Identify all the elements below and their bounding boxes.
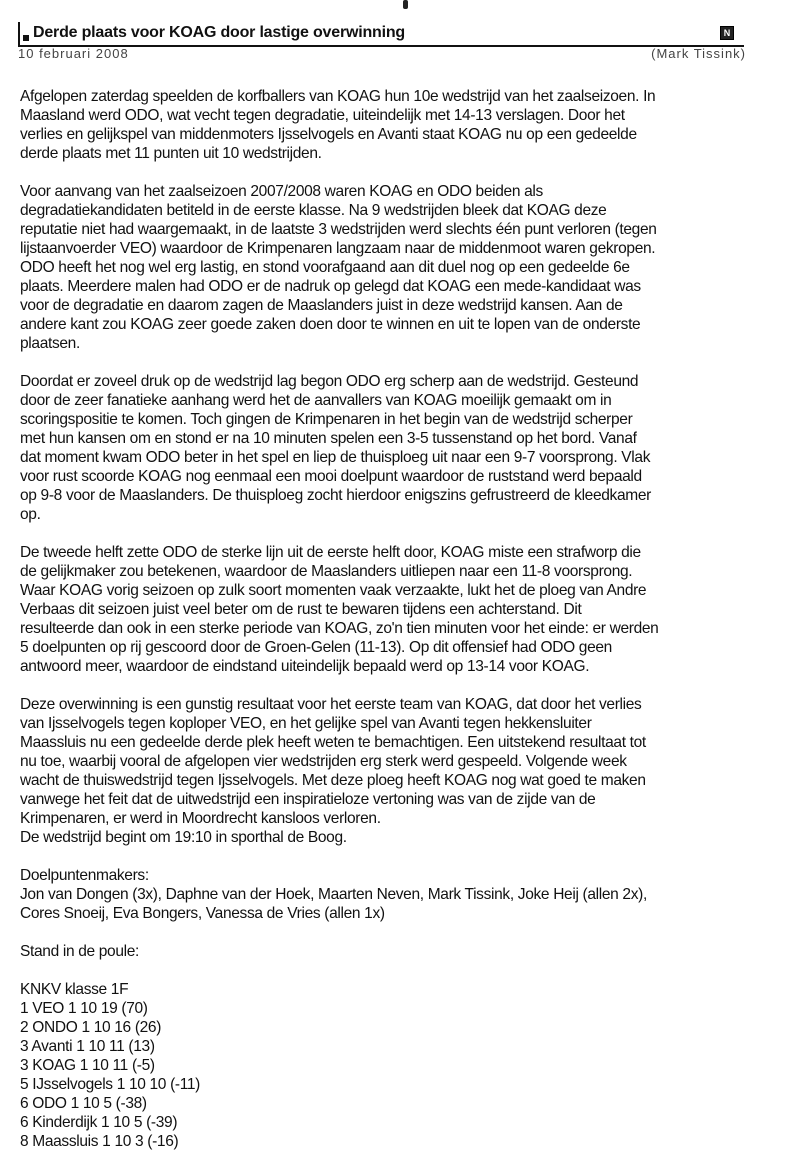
article-body — [20, 87, 757, 1151]
scan-artifact-mark — [403, 0, 408, 9]
article-author: (Mark Tissink) — [651, 46, 746, 61]
paragraph-second-half: De tweede helft zette ODO de sterke lijn uit de eerste helft door, KOAG miste een strafworp die de gelijkmaker zou betekenen, waardoor de Maaslanders uitliepen naar een 11-8 voorsprong. Waar KOAG vorig seizoen op zulk soort momenten vaak verzaakte, lukt het de ploeg van Andre Verbaas dit seizoen juist veel beter om de rust te bewaren tijdens een achterstand. Dit resulteerde dan ook in een sterke periode van KOAG, zo'n tien minuten voor het einde: er werden 5 doelpunten op rij gescoord door de Groen-Gelen (11-13). Op dit offensief had ODO geen antwoord meer, waardoor de eindstand uiteindelijk bepaald werd op 13-14 voor KOAG. — [20, 544, 659, 675]
paragraph-outlook: Deze overwinning is een gunstig resultaat voor het eerste team van KOAG, dat door het verlies van Ijsselvogels tegen koploper VEO, en het gelijke spel van Avanti tegen hekkensluiter Maassluis nu een gedeelde derde plek heeft weten te bemachtigen. Een uitstekend resultaat tot nu toe, waarbij vooral de afgelopen vier wedstrijden erg sterk werd gespeeld. Volgende week wacht de thuiswedstrijd tegen Ijsselvogels. Met deze ploeg heeft KOAG nog wat goed te maken vanwege het feit dat de uitwedstrijd een inspiratieloze vertoning was van de zijde van de Krimpenaren, er werd in Moordrecht kansloos verloren. De wedstrijd begint om 19:10 in sporthal de Boog. — [20, 696, 646, 846]
standings-row: 3 Avanti 1 10 11 (13) — [20, 1038, 155, 1055]
standings-row: 3 KOAG 1 10 11 (-5) — [20, 1057, 155, 1074]
standings-row: 2 ONDO 1 10 16 (26) — [20, 1019, 162, 1036]
standings-label: Stand in de poule: — [20, 943, 140, 960]
article-title: Derde plaats voor KOAG door lastige overwinning — [33, 24, 405, 41]
standings-row: 6 ODO 1 10 5 (-38) — [20, 1095, 147, 1112]
standings-league: KNKV klasse 1F — [20, 981, 129, 998]
title-row — [18, 22, 744, 45]
article-meta — [18, 47, 744, 63]
newspaper-source-icon: N — [720, 26, 734, 40]
paragraph-background: Voor aanvang van het zaalseizoen 2007/2008 waren KOAG en ODO beiden als degradatiekandidaten betiteld in de eerste klasse. Na 9 wedstrijden bleek dat KOAG deze reputatie niet had waargemaakt, in de laatste 3 wedstrijden werd slechts één punt verloren (tegen lijstaanvoerder VEO) waardoor de Krimpenaren langzaam naar de middenmoot waren gekropen. ODO heeft het nog wel erg lastig, en stond voorafgaand aan dit duel nog op een gedeelde 6e plaats. Meerdere malen had ODO er de nadruk op gelegd dat KOAG een mede-kandidaat was voor de degradatie en daarom zagen de Maaslanders juist in deze wedstrijd kansen. Aan de andere kant zou KOAG zeer goede zaken doen door te winnen en uit te lopen van de onderste plaatsen. — [20, 183, 657, 352]
paragraph-intro: Afgelopen zaterdag speelden de korfballers van KOAG hun 10e wedstrijd van het zaalseizoen. In Maasland werd ODO, wat vecht tegen degradatie, uiteindelijk met 14-13 verslagen. Door het verlies en gelijkspel van middenmoters Ijsselvogels en Avanti staat KOAG nu op een gedeelde derde plaats met 11 punten uit 10 wedstrijden. — [20, 88, 656, 162]
paragraph-first-half: Doordat er zoveel druk op de wedstrijd lag begon ODO erg scherp aan de wedstrijd. Gesteund door de zeer fanatieke aanhang werd het de aanvallers van KOAG moeilijk gemaakt om in scoringspositie te komen. Toch gingen de Krimpenaren in het begin van de wedstrijd scherper met hun kansen om en stond er na 10 minuten spelen een 3-5 tussenstand op het bord. Vanaf dat moment kwam ODO beter in het spel en liep de thuisploeg uit naar een 9-7 voorsprong. Vlak voor rust scoorde KOAG nog eenmaal een mooi doelpunt waardoor de ruststand werd bepaald op 9-8 voor de Maaslanders. De thuisploeg zocht hierdoor enigszins gefrustreerd de kleedkamer op. — [20, 373, 651, 523]
standings-row: 5 IJsselvogels 1 10 10 (-11) — [20, 1076, 200, 1093]
bullet-square-icon — [23, 35, 29, 41]
article-date: 10 februari 2008 — [18, 46, 129, 61]
standings-section — [20, 942, 757, 1151]
standings-row: 1 VEO 1 10 19 (70) — [20, 1000, 148, 1017]
paragraph-scorers: Doelpuntenmakers: Jon van Dongen (3x), Daphne van der Hoek, Maarten Neven, Mark Tissink, Joke Heij (allen 2x), Cores Snoeij, Eva Bongers, Vanessa de Vries (allen 1x) — [20, 867, 647, 922]
standings-row: 8 Maassluis 1 10 3 (-16) — [20, 1133, 179, 1150]
article-header — [18, 22, 744, 63]
standings-table — [20, 980, 757, 1151]
standings-row: 6 Kinderdijk 1 10 5 (-39) — [20, 1114, 178, 1131]
